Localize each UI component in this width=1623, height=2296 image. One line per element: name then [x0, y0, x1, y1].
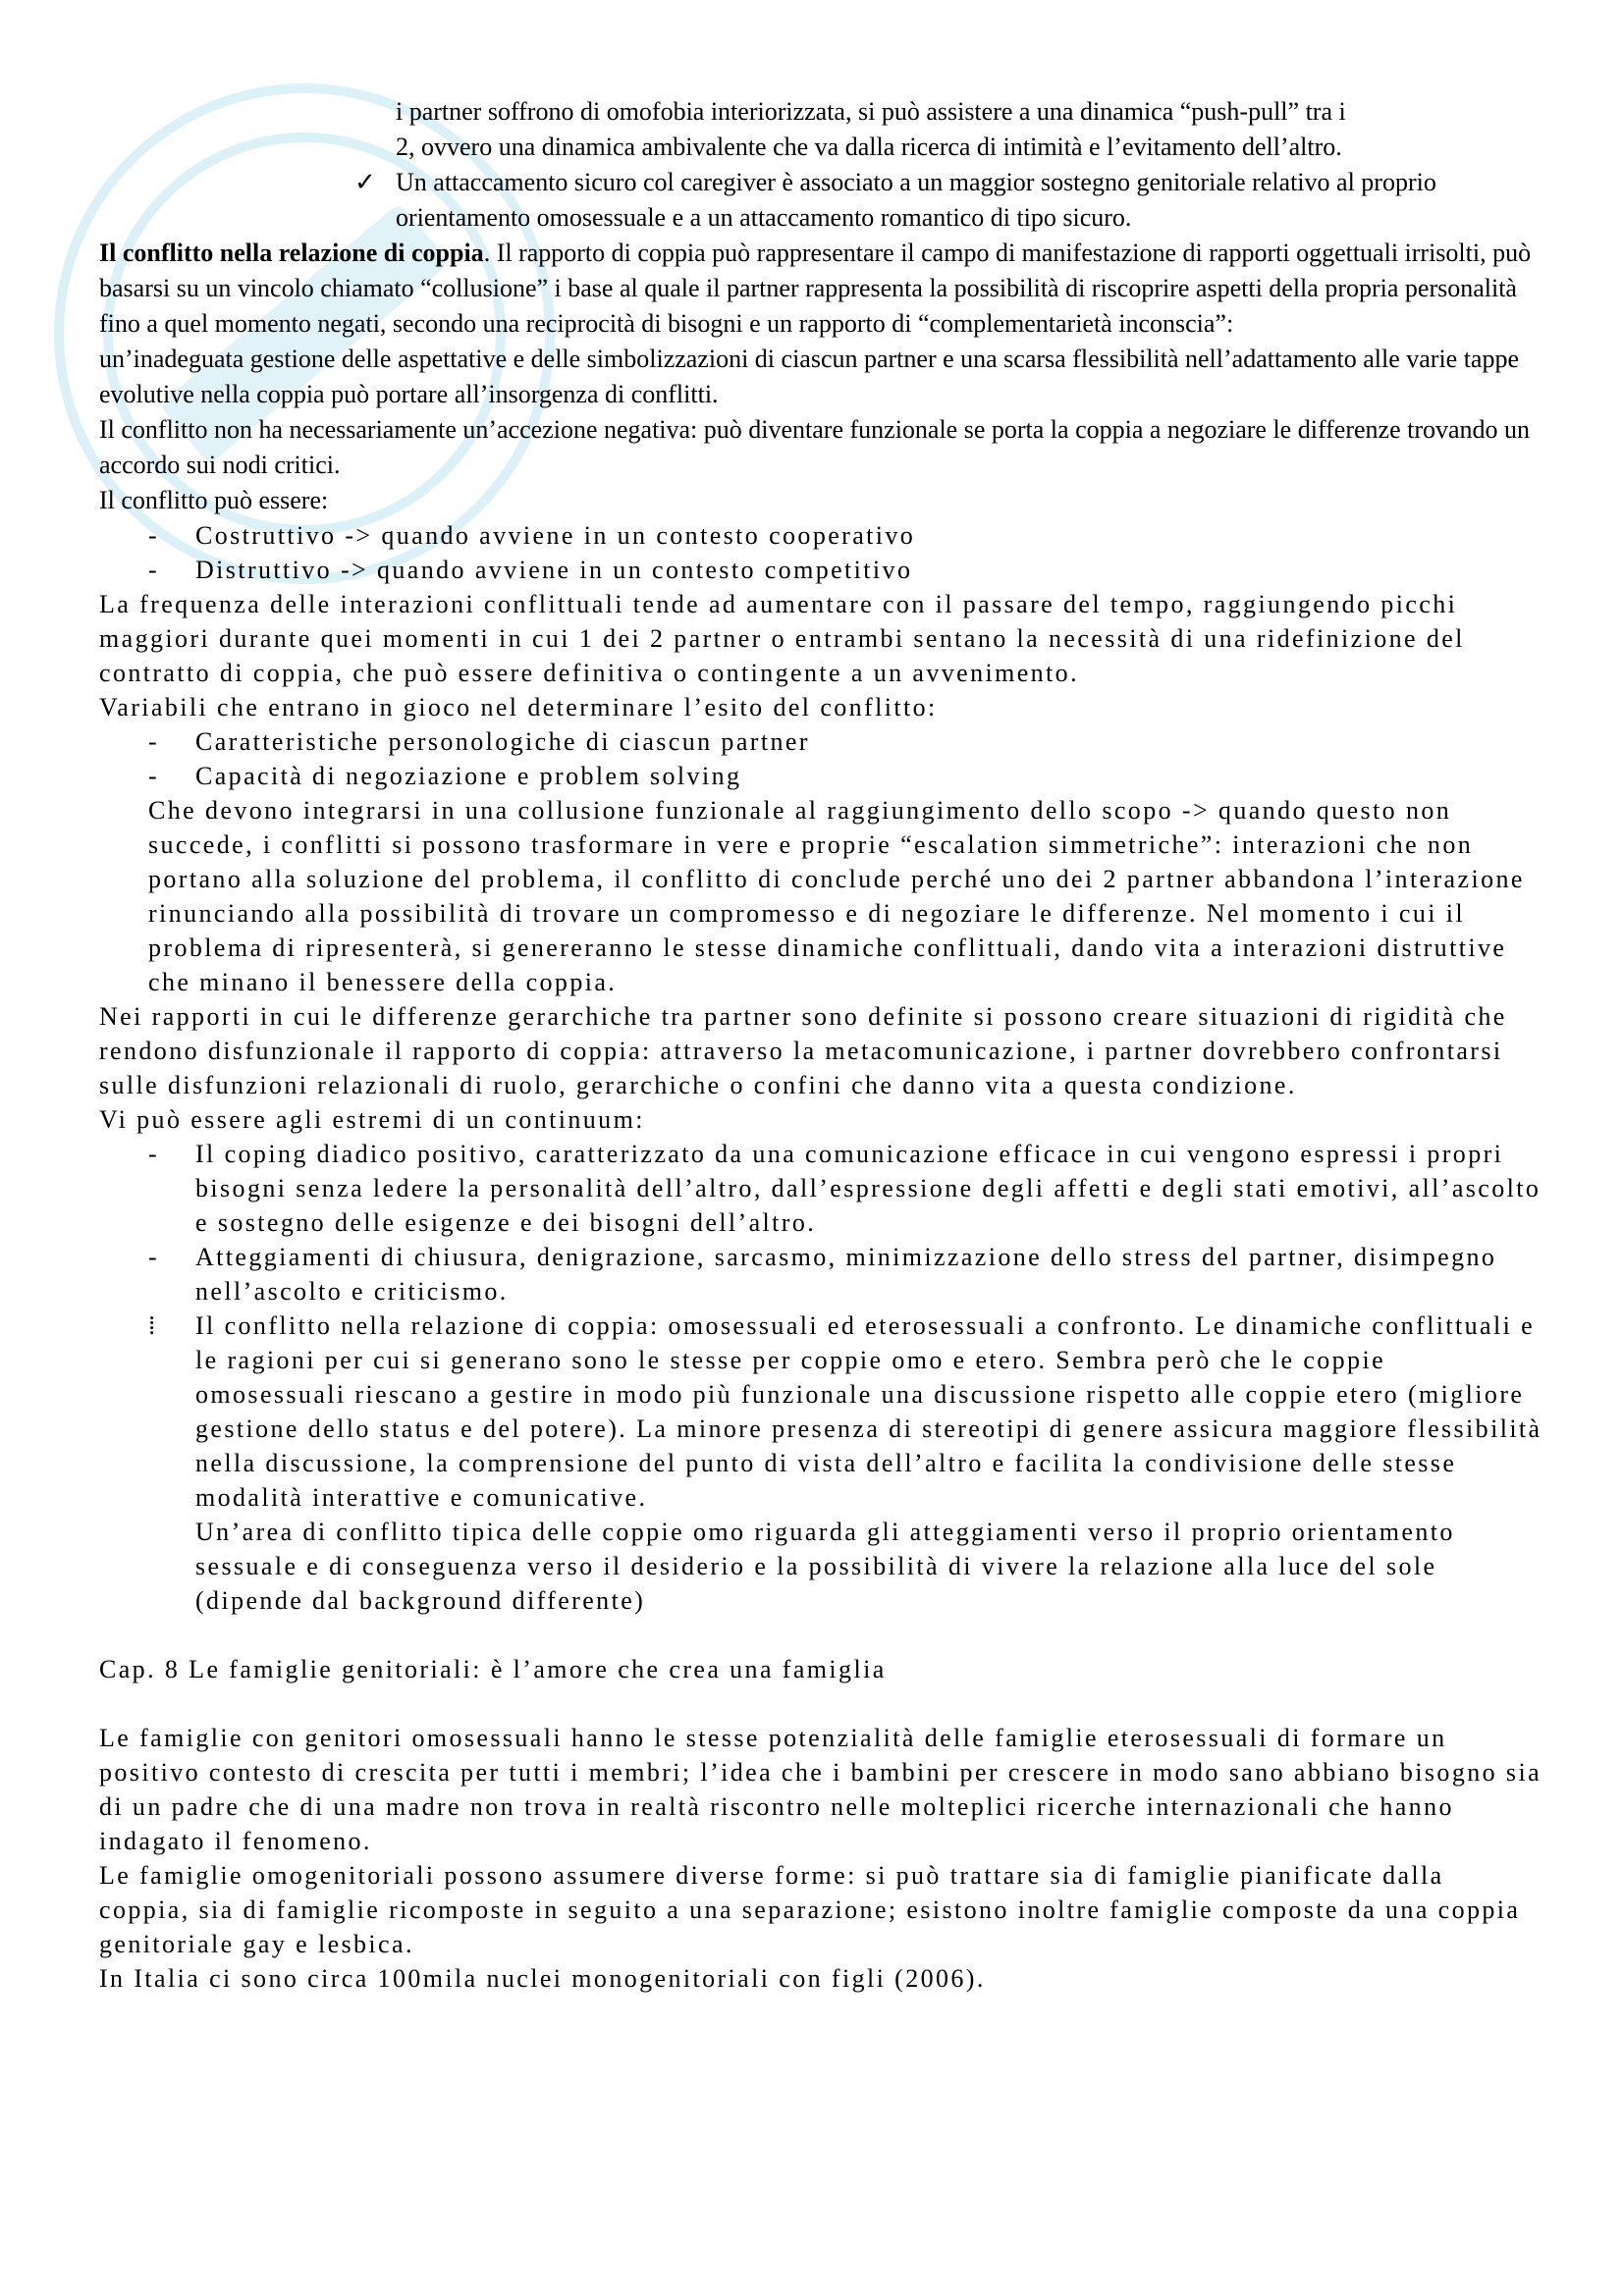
list-item-text: Il coping diadico positivo, caratterizzato da una comunicazione efficace in cui vengono espressi i propri bisogni senza ledere la personalità dell’altro, dall’espressione degli affetti e degli stati emotivi, all’ascolto e sostegno delle esigenze e dei bisogni dell’altro.	[195, 1140, 1542, 1237]
dash-bullet: -	[148, 521, 160, 550]
list-item-text: Capacità di negoziazione e problem solving	[195, 762, 742, 790]
conflict-paragraph-2: un’inadeguata gestione delle aspettative e delle simbolizzazioni di ciascun partner e una scarsa flessibilità nell’adattamento alle varie tappe evolutive nella coppia può portare all’insorgenza di conflitti.	[99, 345, 1520, 408]
list-item	[99, 1137, 1542, 1240]
list-item-text: Distruttivo -> quando avviene in un contesto competitivo	[195, 556, 913, 584]
list-item	[99, 553, 1542, 587]
frequency-paragraph: La frequenza delle interazioni conflittuali tende ad aumentare con il passare del tempo, raggiungendo picchi maggiori durante quei momenti in cui 1 dei 2 partner o entrambi sentano la necessità di una ridefinizione del contratto di coppia, che può essere definitiva o contingente a un avvenimento.	[99, 590, 1465, 687]
dotted-bullet-icon: ⁞	[148, 1311, 158, 1340]
list-item	[99, 518, 1542, 553]
conflict-paragraph-3: Il conflitto non ha necessariamente un’accezione negativa: può diventare funzionale se porta la coppia a negoziare le differenze trovando un accordo sui nodi critici.	[99, 415, 1531, 479]
list-item-text-continued: Un’area di conflitto tipica delle coppie omo riguarda gli atteggiamenti verso il proprio orientamento sessuale e di conseguenza verso il desiderio e la possibilità di vivere la relazione alla luce del sole (dipende dal background differente)	[195, 1518, 1455, 1615]
continuum-list	[99, 1137, 1542, 1618]
list-item	[99, 759, 1542, 793]
document-content	[99, 94, 1542, 1996]
conflict-paragraph-4: Il conflitto può essere:	[99, 486, 329, 514]
continuation-line-1: i partner soffrono di omofobia interiorizzata, si può assistere a una dinamica “push-pull” tra i	[396, 97, 1346, 126]
chapter-paragraph-1: Le famiglie con genitori omosessuali hanno le stesse potenzialità delle famiglie eterosessuali di formare un positivo contesto di crescita per tutti i membri; l’idea che i bambini per crescere in modo sano abbiano bisogno sia di un padre che di una madre non trova in realtà riscontro nelle molteplici ricerche internazionali che hanno indagato il fenomeno.	[99, 1724, 1542, 1855]
section-heading-rest: . Il rapporto di coppia può rappresentare il campo di manifestazione di rapporti oggettuali irrisolti, può basarsi su un vincolo chiamato “collusione” i base al quale il partner rappresenta la possibilità di riscoprire aspetti della propria personalità fino a quel momento negati, secondo una reciprocità di bisogni e un rapporto di “complementarietà inconscia”:	[99, 239, 1532, 338]
dash-bullet: -	[148, 762, 160, 790]
list-item-text: Il conflitto nella relazione di coppia: omosessuali ed eterosessuali a confronto. Le dinamiche conflittuali e le ragioni per cui si generano sono le stesse per coppie omo e etero. Sembra però che le coppie omosessuali riescano a gestire in modo più funzionale una discussione rispetto alle coppie etero (migliore gestione dello status e del potere). La minore presenza di stereotipi di genere assicura maggiore flessibilità nella discussione, la comprensione del punto di vista dell’altro e facilita la condivisione delle stesse modalità interattive e comunicative.	[195, 1311, 1542, 1512]
continuation-line-2: 2, ovvero una dinamica ambivalente che va dalla ricerca di intimità e l’evitamento dell’altro.	[396, 133, 1342, 161]
chapter-title: Cap. 8 Le famiglie genitoriali: è l’amore che crea una famiglia	[99, 1655, 887, 1683]
chapter-paragraph-2: Le famiglie omogenitoriali possono assumere diverse forme: si può trattare sia di famiglie pianificate dalla coppia, sia di famiglie ricomposte in seguito a una separazione; esistono inoltre famiglie composte da una coppia genitoriale gay e lesbica.	[99, 1861, 1521, 1958]
check-item-text: Un attaccamento sicuro col caregiver è associato a un maggior sostegno genitoriale relativo al proprio orientamento omosessuale e a un attaccamento romantico di tipo sicuro.	[396, 168, 1436, 232]
variables-list	[99, 724, 1542, 793]
collusion-paragraph: Che devono integrarsi in una collusione funzionale al raggiungimento dello scopo -> quando questo non succede, i conflitti si possono trasformare in vere e proprie “escalation simmetriche”: interazioni che non portano alla soluzione del problema, il conflitto di conclude perché uno dei 2 partner abbandona l’interazione rinunciando alla possibilità di trovare un compromesso e di negoziare le differenze. Nel momento i cui il problema di ripresenterà, si genereranno le stesse dinamiche conflittuali, dando vita a interazioni distruttive che minano il benessere della coppia.	[148, 796, 1525, 996]
hierarchy-paragraph: Nei rapporti in cui le differenze gerarchiche tra partner sono definite si possono creare situazioni di rigidità che rendono disfunzionale il rapporto di coppia: attraverso la metacomunicazione, i partner dovrebbero confrontarsi sulle disfunzioni relazionali di ruolo, gerarchiche o confini che danno vita a questa condizione.	[99, 1002, 1507, 1099]
variables-intro: Variabili che entrano in gioco nel determinare l’esito del conflitto:	[99, 693, 938, 721]
list-item	[99, 1240, 1542, 1308]
dash-bullet: -	[148, 1243, 160, 1271]
spacer	[99, 1618, 1542, 1652]
list-item	[99, 724, 1542, 759]
continuum-intro: Vi può essere agli estremi di un continuum:	[99, 1105, 645, 1134]
chapter-paragraph-3: In Italia ci sono circa 100mila nuclei monogenitoriali con figli (2006).	[99, 1964, 986, 1993]
list-item	[99, 1308, 1542, 1618]
check-list-item	[99, 165, 1542, 236]
dash-bullet: -	[148, 556, 160, 584]
section-heading: Il conflitto nella relazione di coppia	[99, 239, 484, 267]
conflict-types-list	[99, 518, 1542, 587]
list-item-text: Caratteristiche personologiche di ciascun partner	[195, 727, 810, 756]
spacer	[99, 1686, 1542, 1721]
dash-bullet: -	[148, 1140, 160, 1168]
dash-bullet: -	[148, 727, 160, 756]
conflict-intro-paragraph	[99, 236, 1542, 342]
list-item-text: Atteggiamenti di chiusura, denigrazione, sarcasmo, minimizzazione dello stress del partner, disimpegno nell’ascolto e criticismo.	[195, 1243, 1497, 1306]
list-item-text: Costruttivo -> quando avviene in un contesto cooperativo	[195, 521, 916, 550]
checkmark-icon: ✓	[354, 168, 376, 196]
